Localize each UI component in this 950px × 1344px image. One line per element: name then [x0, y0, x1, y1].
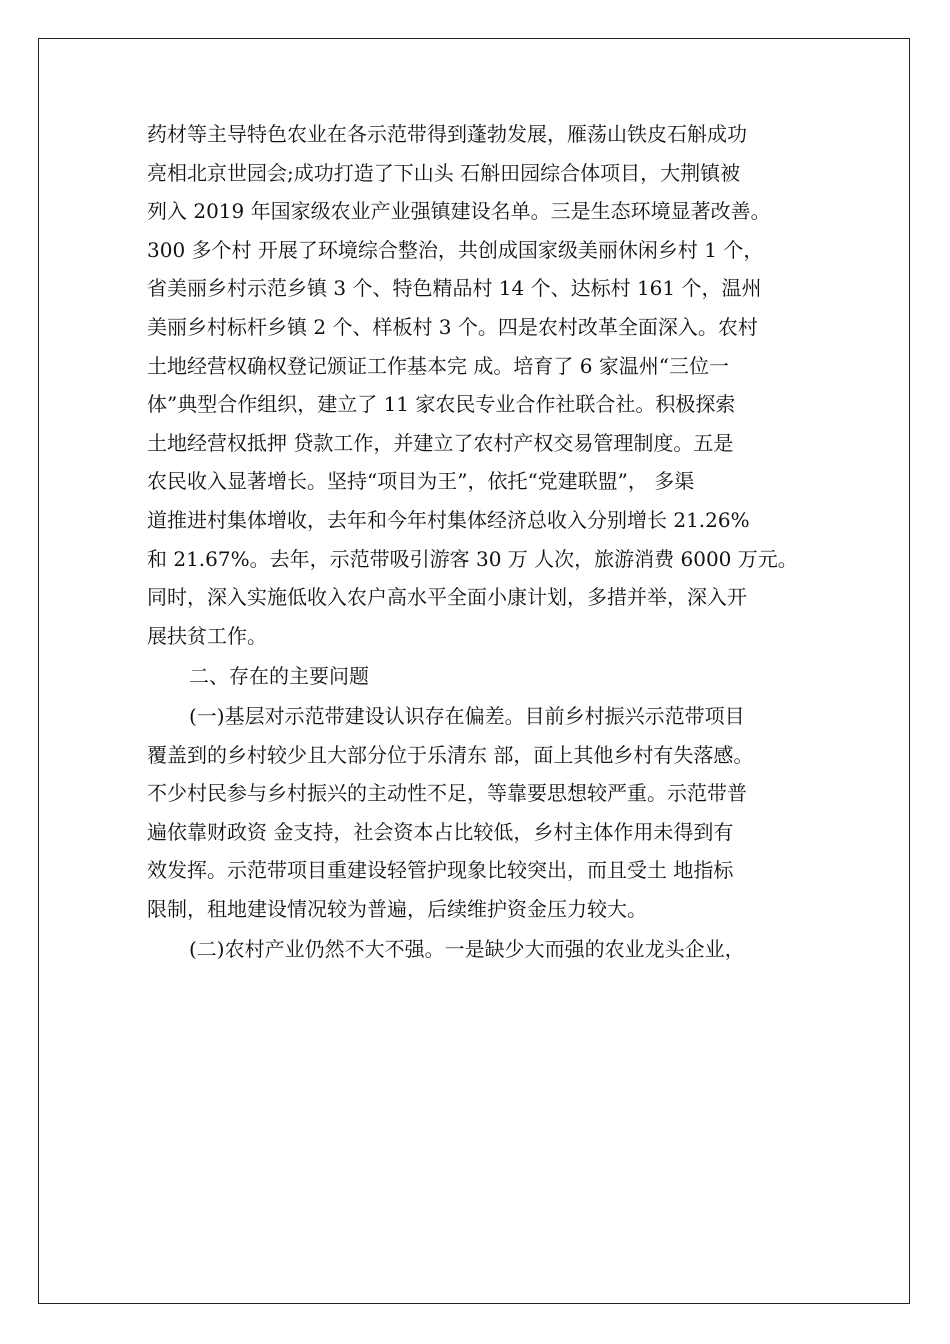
paragraph-line: 土地经营权确权登记颁证工作基本完 成。培育了 6 家温州“三位一 [147, 353, 730, 378]
paragraph-line: 药材等主导特色农业在各示范带得到蓬勃发展，雁荡山铁皮石斛成功 [147, 122, 747, 146]
paragraph-line: 不少村民参与乡村振兴的主动性不足，等靠要思想较严重。示范带普 [147, 781, 747, 806]
paragraph-line: 同时，深入实施低收入农户高水平全面小康计划，多措并举，深入开 [147, 585, 747, 610]
section-heading: 二、存在的主要问题 [189, 663, 369, 688]
paragraph-line: 道推进村集体增收，去年和今年村集体经济总收入分别增长 21.26% [147, 507, 750, 532]
paragraph-line: (一)基层对示范带建设认识存在偏差。目前乡村振兴示范带项目 [189, 703, 745, 728]
paragraph-line: 土地经营权抵押 贷款工作，并建立了农村产权交易管理制度。五是 [147, 430, 734, 455]
paragraph-line: 展扶贫工作。 [147, 623, 267, 648]
paragraph-line: 省美丽乡村示范乡镇 3 个、特色精品村 14 个、达标村 161 个，温州 [147, 276, 762, 301]
paragraph-line: 列入 2019 年国家级农业产业强镇建设名单。三是生态环境显著改善。 [147, 199, 771, 224]
document-body [147, 115, 817, 969]
paragraph-line: (二)农村产业仍然不大不强。一是缺少大而强的农业龙头企业， [189, 936, 745, 961]
paragraph-line: 农民收入显著增长。坚持“项目为王”，依托“党建联盟”， 多渠 [147, 469, 695, 494]
paragraph-line: 限制，租地建设情况较为普遍，后续维护资金压力较大。 [147, 896, 647, 921]
paragraph-line: 美丽乡村标杆乡镇 2 个、样板村 3 个。四是农村改革全面深入。农村 [147, 314, 758, 339]
paragraph-line: 效发挥。示范带项目重建设轻管护现象比较突出，而且受土 地指标 [147, 858, 734, 883]
paragraph-line: 亮相北京世园会;成功打造了下山头 石斛田园综合体项目，大荆镇被 [147, 160, 741, 185]
paragraph-line: 300 多个村 开展了环境综合整治，共创成国家级美丽休闲乡村 1 个， [147, 237, 764, 262]
paragraph-line: 体”典型合作组织，建立了 11 家农民专业合作社联合社。积极探索 [147, 392, 736, 417]
paragraph-line: 覆盖到的乡村较少且大部分位于乐清东 部，面上其他乡村有失落感。 [147, 742, 754, 767]
paragraph-line: 和 21.67%。去年，示范带吸引游客 30 万 人次，旅游消费 6000 万元。 [147, 546, 798, 571]
paragraph-line: 遍依靠财政资 金支持，社会资本占比较低，乡村主体作用未得到有 [147, 819, 734, 844]
